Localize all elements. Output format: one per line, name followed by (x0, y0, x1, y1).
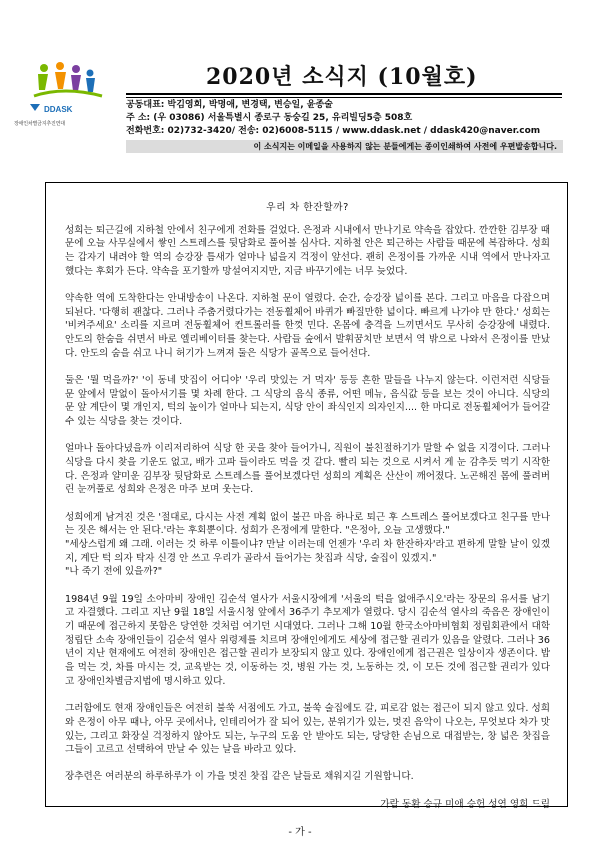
article-body (65, 201, 550, 811)
representatives-label: 공동대표: (126, 100, 165, 110)
contact-info (126, 99, 566, 138)
article-signoff: 가람 동환 승규 미애 승헌 성연 영희 드림 (380, 798, 550, 810)
newsletter-title: 2020년 소식지 (10월호) (206, 64, 478, 90)
article-quote: "세상스럽게 왜 그래. 이러는 것 하루 이틀이냐? 만날 이러는데 언젠가 '우리 차 한잔하자'라고 편하게 말할 날이 있겠지, 계단 턱 의자 탁자 신경 안 쓰고 우리가 골라서 들어가는 찻집과 식당, 술집이 있겠지." (65, 539, 550, 564)
address-value: (우 03086) 서울특별시 종로구 동숭길 25, 유리빌딩5층 508호 (153, 113, 413, 123)
logo-figures-icon (34, 62, 102, 96)
title-divider-thin (126, 97, 562, 98)
logo-subtitle: 장애인차별금지추진연대 (14, 121, 65, 127)
article-paragraph: 그러함에도 현재 장애인들은 여전히 불쑥 서점에도 가고, 불쑥 술집에도 갈, 피로감 없는 접근이 되지 않고 있다. 성희와 은정이 아무 때나, 아무 곳에서나, 인테리어가 잘 되어 있는, 분위기가 있는, 멋진 음악이 나오는, 무엇보다 차가 맛있는, 그리고 화장실 걱정하지 않아도 되는, 누구의 도움 안 받아도 되는, 당당한 손님으로 대접받는, 창 넓은 찻집을 그들이 고르고 선택하여 만날 수 있는 날을 바라고 있다. (65, 703, 550, 756)
address-row (126, 112, 566, 125)
phone-row (126, 125, 566, 138)
mailing-notice (126, 140, 563, 153)
article-paragraph: 성희에게 남겨진 것은 '절대로, 다시는 사전 계획 없이 불끈 마음 하나로 퇴근 후 스트레스 풀어보겠다고 친구를 만나는 짓은 해서는 안 된다.'라는 후회뿐이다. 성희가 은정에게 말한다. "은정아, 오늘 고생했다." (65, 511, 550, 537)
article-paragraph: 성희는 퇴근길에 지하철 안에서 친구에게 전화를 걸었다. 은정과 시내에서 만나기로 약속을 잡았다. 깐깐한 김부장 때문에 오늘 사무실에서 쌓인 스트레스를 뒷담화로 풀어볼 심사다. 지하철 안은 퇴근하는 사람들 때문에 복잡하다. 성희는 갑자기 내려야 할 역의 승강장 틈새가 얼마나 넓을지 걱정이 앞선다. 괜히 은정이를 가까운 시내 역에서 만나자고 했다는 후회가 든다. 약속을 포기할까 망설여지지만, 지금 바꾸기에는 너무 늦었다. (65, 224, 550, 277)
article-paragraph: 얼마나 돌아다녔을까 이리저리하여 식당 한 곳을 찾아 들어가니, 직원이 불친절하기가 말할 수 없을 지경이다. 그러나 식당을 다시 찾을 기운도 없고, 배가 고파 들이라도 먹을 것 같다. 빨리 되는 것으로 시켜서 게 눈 감추듯 먹기 시작한다. 은정과 얄미운 김부장 뒷담화로 스트레스를 풀어보겠다던 성희의 계획은 산산이 깨어졌다. 노곤해진 몸에 풀려버린 눈꺼풀로 성희와 은정은 마주 보며 웃는다. (65, 443, 550, 496)
article-paragraph: 1984년 9월 19일 소아마비 장애인 김순석 열사가 서울시장에게 '서울의 턱을 없애주시오'라는 장문의 유서를 남기고 자결했다. 그리고 지난 9월 18일 서울시청 앞에서 36주기 추모제가 열렸다. 당시 김순석 열사의 죽음은 장애인이기 때문에 접근하지 못함은 당연한 것처럼 여기던 시대였다. 그러나 그해 10월 한국소아마비협회 정립회관에서 대학정립단 소속 장애인들이 김순석 열사 위령제를 치르며 장애인에게도 세상에 접근할 권리가 있음을 알렸다. 그러나 36년이 지난 현재에도 여전히 장애인은 접근할 권리가 보장되지 않고 있다. 장애인에게 접근권은 일상이자 생존이다. 밥을 먹는 것, 차를 마시는 것, 교육받는 것, 이동하는 것, 병원 가는 것, 노동하는 것, 이 모든 것에 접근할 권리가 있다고 장애인차별금지법에 명시하고 있다. (65, 593, 550, 687)
representatives-value: 박김영희, 박명애, 변경택, 변승일, 윤종술 (167, 100, 333, 110)
phone-label: 전화번호: (126, 126, 165, 136)
phone-value: 02)732-3420/ 전송: 02)6008-5115 / www.ddask.net / ddask420@naver.com (167, 126, 541, 136)
mailing-notice-text: 이 소식지는 이메일을 사용하지 않는 분들에게는 종이인쇄하여 사전에 우편발송합니다. (253, 142, 557, 151)
article-title: 우리 차 한잔할까? (266, 202, 349, 213)
title-divider-thick (126, 93, 562, 95)
logo-text: DDASK (44, 105, 73, 114)
representatives-row (126, 99, 566, 112)
article-paragraph: 둘은 '뭘 먹을까?' '이 동네 맛집이 어디야' '우리 맛있는 거 먹자' 등등 흔한 말들을 나누지 않는다. 이런저런 식당들 문 앞에서 말없이 돌아서기를 몇 차례 한다. 그 식당의 음식 종류, 어떤 메뉴, 음식값 등을 보는 것이 아니다. 식당의 문 앞 계단이 몇 개인지, 턱의 높이가 얼마나 되는지, 식당 안이 좌식인지 의자인지.... 한 마디로 전동휠체어가 들어갈 수 있는 식당을 찾는 것이다. (65, 375, 550, 428)
address-label: 주 소: (126, 113, 151, 123)
article-quote: "나 죽기 전에 있을까?" (65, 566, 163, 578)
article-box (45, 182, 568, 810)
page-number: - 가 - (288, 827, 312, 838)
article-paragraph: 약속한 역에 도착한다는 안내방송이 나온다. 지하철 문이 열렸다. 순간, 승강장 넓이를 본다. 그리고 마음을 다잡으며 되뇐다. '다행히 괜찮다. 그러나 주춤거렸다가는 전동휠체어 바퀴가 빠질만한 넓이다. 빠르게 나가야 만 한다.' 성희는 '비켜주세요' 소리를 지르며 전동휠체어 컨트롤러를 한껏 민다. 온몸에 충격을 느끼면서도 무사히 승강장에 내렸다. 안도의 한숨을 쉬면서 바로 엘리베이터를 찾는다. 사람들 숲에서 발휘꿈치만 보면서 역 밖으로 나와서 은정이를 만났다. 안도의 숨을 쉬고 나니 허기가 느껴져 둘은 식당가 골목으로 들어선다. (65, 293, 550, 359)
article-closing: 장추련은 여러분의 하루하루가 이 가을 멋진 찻집 같은 날들로 채워지길 기원합니다. (65, 771, 414, 783)
